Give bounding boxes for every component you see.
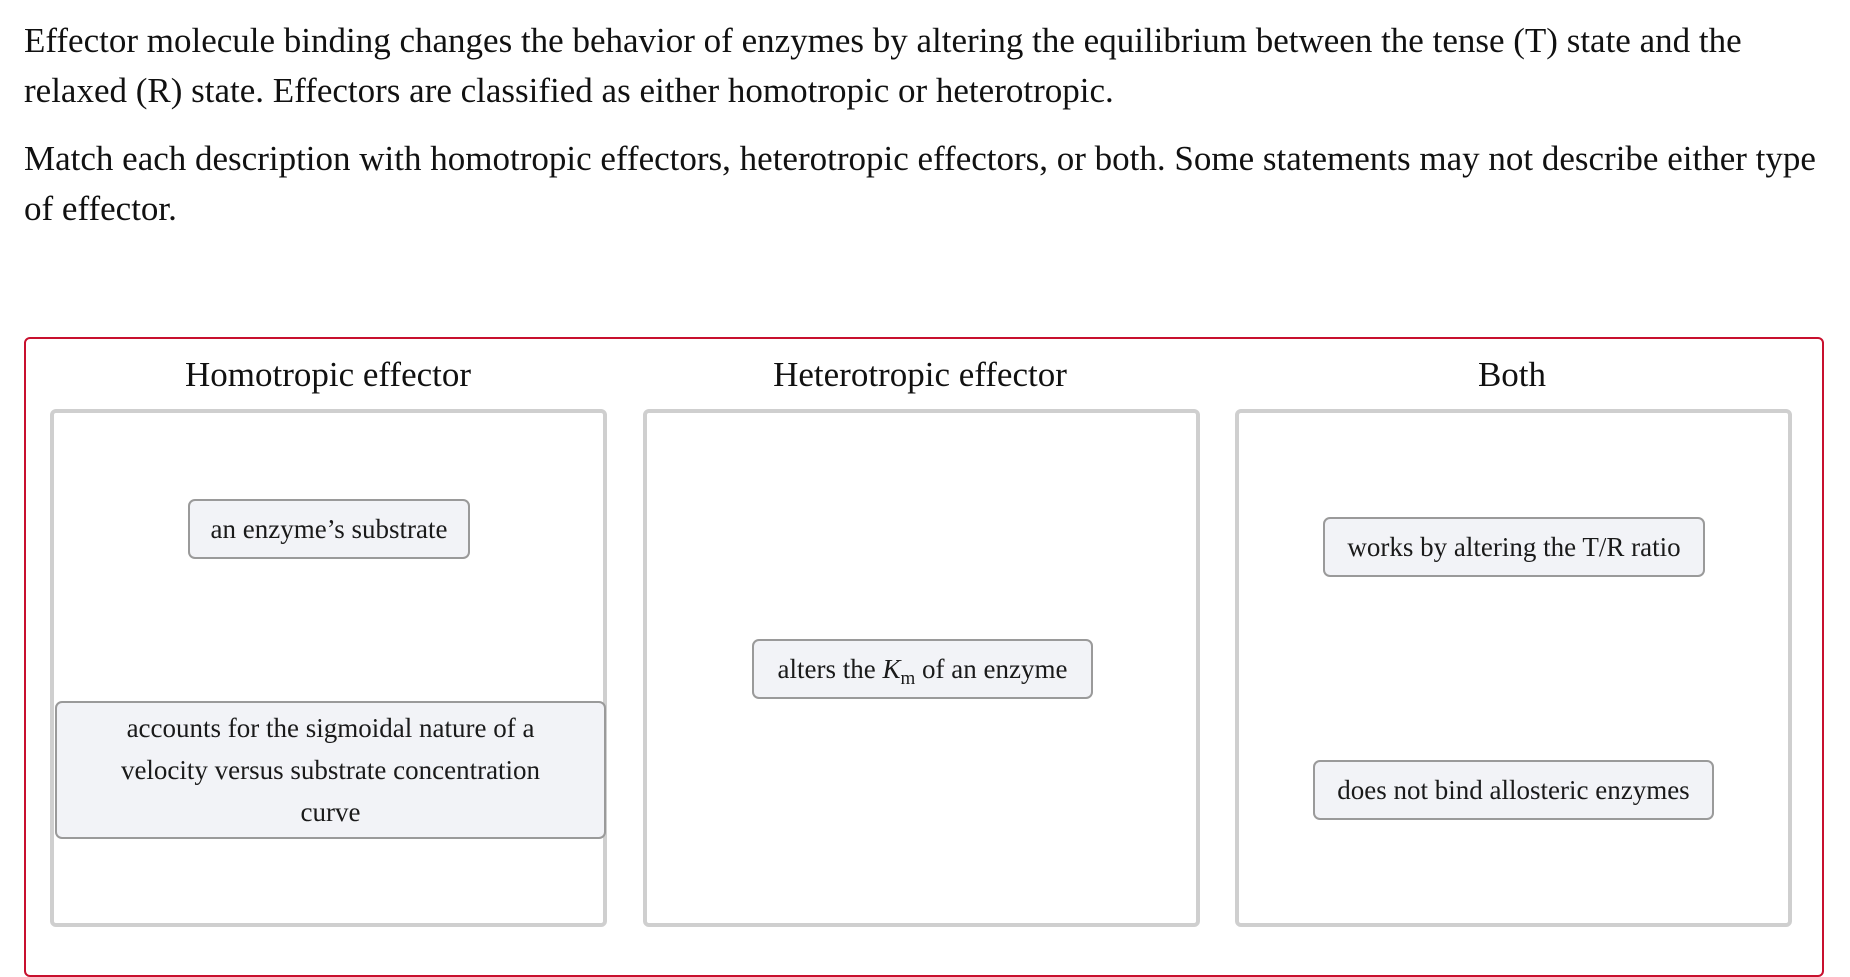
km-symbol: [882, 654, 916, 689]
intro-paragraph-2: Match each description with homotropic effectors, heterotropic effectors, or both. Some statements may not describe either type of effector.: [24, 139, 1816, 228]
both-column-title: Both: [1477, 355, 1547, 394]
card-sigmoidal-curve[interactable]: accounts for the sigmoidal nature of a velocity versus substrate concentration curve: [55, 701, 606, 839]
heterotropic-column-title: Heterotropic effector: [773, 355, 1067, 394]
intro-paragraph-1: Effector molecule binding changes the behavior of enzymes by altering the equilibrium between the tense (T) state and the relaxed (R) state. Effectors are classified as either homotropic or heterotropic.: [24, 21, 1742, 110]
heterotropic-drop-bin[interactable]: [643, 409, 1200, 927]
homotropic-column-title: Homotropic effector: [184, 355, 472, 394]
card-alters-km-prefix: alters the: [777, 654, 883, 684]
question-text: [24, 16, 1824, 252]
card-no-allosteric[interactable]: does not bind allosteric enzymes: [1313, 760, 1714, 820]
both-drop-bin[interactable]: [1235, 409, 1792, 927]
card-tr-ratio[interactable]: works by altering the T/R ratio: [1323, 517, 1705, 577]
km-subscript: m: [900, 668, 916, 689]
matching-area: [24, 337, 1824, 977]
card-enzyme-substrate[interactable]: an enzyme’s substrate: [188, 499, 470, 559]
km-k: K: [882, 654, 901, 684]
card-alters-km[interactable]: [752, 639, 1093, 699]
homotropic-drop-bin[interactable]: [50, 409, 607, 927]
card-alters-km-suffix: of an enzyme: [915, 654, 1068, 684]
